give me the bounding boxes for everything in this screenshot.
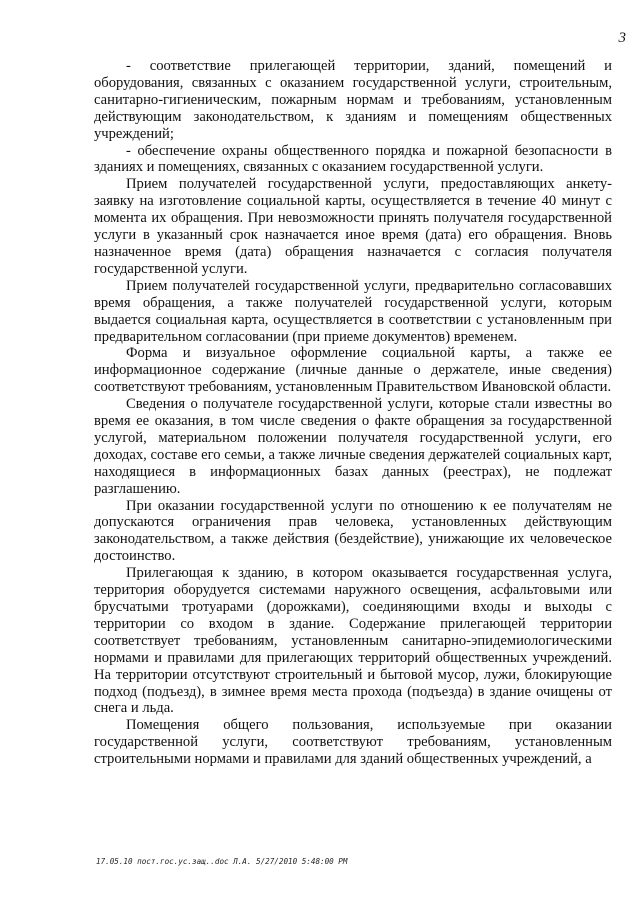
- paragraph-card-design: Форма и визуальное оформление социальной карты, а также ее информационное содержание (личные данные о держателе, иные сведения) соответствуют требованиям, установленным Правительством Ивановской области.: [94, 345, 612, 396]
- paragraph-common-areas: Помещения общего пользования, используемые при оказании государственной услуги, соответствуют требованиям, установленным строительными нормами и правилами для зданий общественных учреждений, а: [94, 717, 612, 768]
- paragraph-reception-time: Прием получателей государственной услуги, предоставляющих анкету-заявку на изготовление социальной карты, осуществляется в течение 40 минут с момента их обращения. При невозможности принять получателя государственной услуги в указанный срок назначается иное время (дата) его обращения. Вновь назначенное время (дата) обращения назначается с согласия получателя государственной услуги.: [94, 176, 612, 277]
- paragraph-rights: При оказании государственной услуги по отношению к ее получателям не допускаются ограничения прав человека, установленных действующим законодательством, а также действия (бездействие), унижающие их человеческое достоинство.: [94, 497, 612, 565]
- paragraph-bullet-compliance: - соответствие прилегающей территории, зданий, помещений и оборудования, связанных с оказанием государственной услуги, строительным, санитарно-гигиеническим, пожарным нормам и требованиям, установленным действующим законодательством, к зданиям и помещениям общественных учреждений;: [94, 58, 612, 142]
- page-number: 3: [618, 30, 626, 46]
- paragraph-confidentiality: Сведения о получателе государственной услуги, которые стали известны во время ее оказания, в том числе сведения о факте обращения за государственной услугой, материальном положении получателя государственной услуги, его доходах, составе его семьи, а также личные сведения держателей социальных карт, находящиеся в информационных базах данных (реестрах), не подлежат разглашению.: [94, 396, 612, 497]
- paragraph-bullet-security: - обеспечение охраны общественного порядка и пожарной безопасности в зданиях и помещениях, связанных с оказанием государственной услуги.: [94, 142, 612, 176]
- paragraph-preapproved-reception: Прием получателей государственной услуги, предварительно согласовавших время обращения, а также получателей государственной услуги, которым выдается социальная карта, осуществляется в соответствии с установленным при предварительном согласовании (при приеме документов) временем.: [94, 277, 612, 345]
- document-footer: 17.05.10 пост.гос.ус.защ..doc Л.А. 5/27/2010 5:48:00 PM: [96, 857, 348, 866]
- document-body: [94, 58, 612, 768]
- paragraph-territory: Прилегающая к зданию, в котором оказывается государственная услуга, территория оборудуется системами наружного освещения, асфальтовыми или брусчатыми тротуарами (дорожками), соединяющими входы и выходы с территории со входом в здание. Содержание прилегающей территории соответствует требованиям, установленным санитарно-эпидемиологическими нормами и правилами для прилегающих территорий общественных учреждений. На территории отсутствуют строительный и бытовой мусор, лужи, блокирующие подход (подъезд), в зимнее время места прохода (подъезда) в здание очищены от снега и льда.: [94, 565, 612, 717]
